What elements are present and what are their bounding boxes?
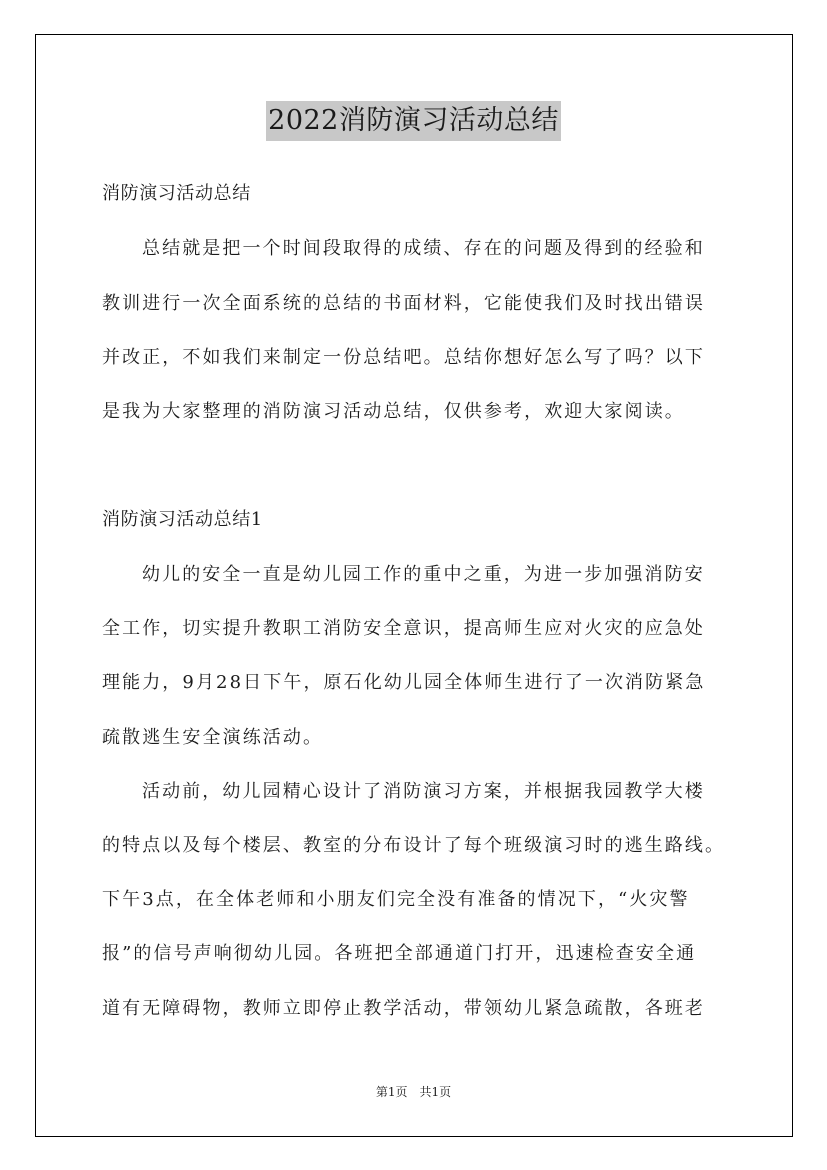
document-title: 2022消防演习活动总结: [266, 101, 561, 141]
paragraph-line: 下午3点，在全体老师和小朋友们完全没有准备的情况下，“火灾警: [102, 889, 690, 910]
doc-heading: 消防演习活动总结: [102, 183, 251, 204]
title-container: [0, 101, 827, 141]
paragraph-line: 的特点以及每个楼层、教室的分布设计了每个班级演习时的逃生路线。: [102, 835, 726, 856]
paragraph-line: 幼儿的安全一直是幼儿园工作的重中之重，为进一步加强消防安: [142, 564, 705, 585]
section-heading: 消防演习活动总结1: [102, 509, 263, 530]
intro-line: 总结就是把一个时间段取得的成绩、存在的问题及得到的经验和: [142, 238, 705, 259]
paragraph-line: 报”的信号声响彻幼儿园。各班把全部通道门打开，迅速检查安全通: [102, 943, 697, 964]
intro-line: 教训进行一次全面系统的总结的书面材料，它能使我们及时找出错误: [102, 293, 705, 314]
paragraph-line: 理能力，9月28日下午，原石化幼儿园全体师生进行了一次消防紧急: [102, 672, 706, 693]
page-number-footer: 第1页 共1页: [375, 1085, 452, 1099]
intro-line: 并改正，不如我们来制定一份总结吧。总结你想好怎么写了吗？以下: [102, 347, 705, 368]
paragraph-line: 疏散逃生安全演练活动。: [102, 727, 324, 748]
intro-line: 是我为大家整理的消防演习活动总结，仅供参考，欢迎大家阅读。: [102, 401, 685, 422]
paragraph-line: 道有无障碍物，教师立即停止教学活动，带领幼儿紧急疏散，各班老: [102, 998, 705, 1019]
paragraph-line: 活动前，幼儿园精心设计了消防演习方案，并根据我园教学大楼: [142, 781, 705, 802]
paragraph-line: 全工作，切实提升教职工消防安全意识，提高师生应对火灾的应急处: [102, 618, 705, 639]
